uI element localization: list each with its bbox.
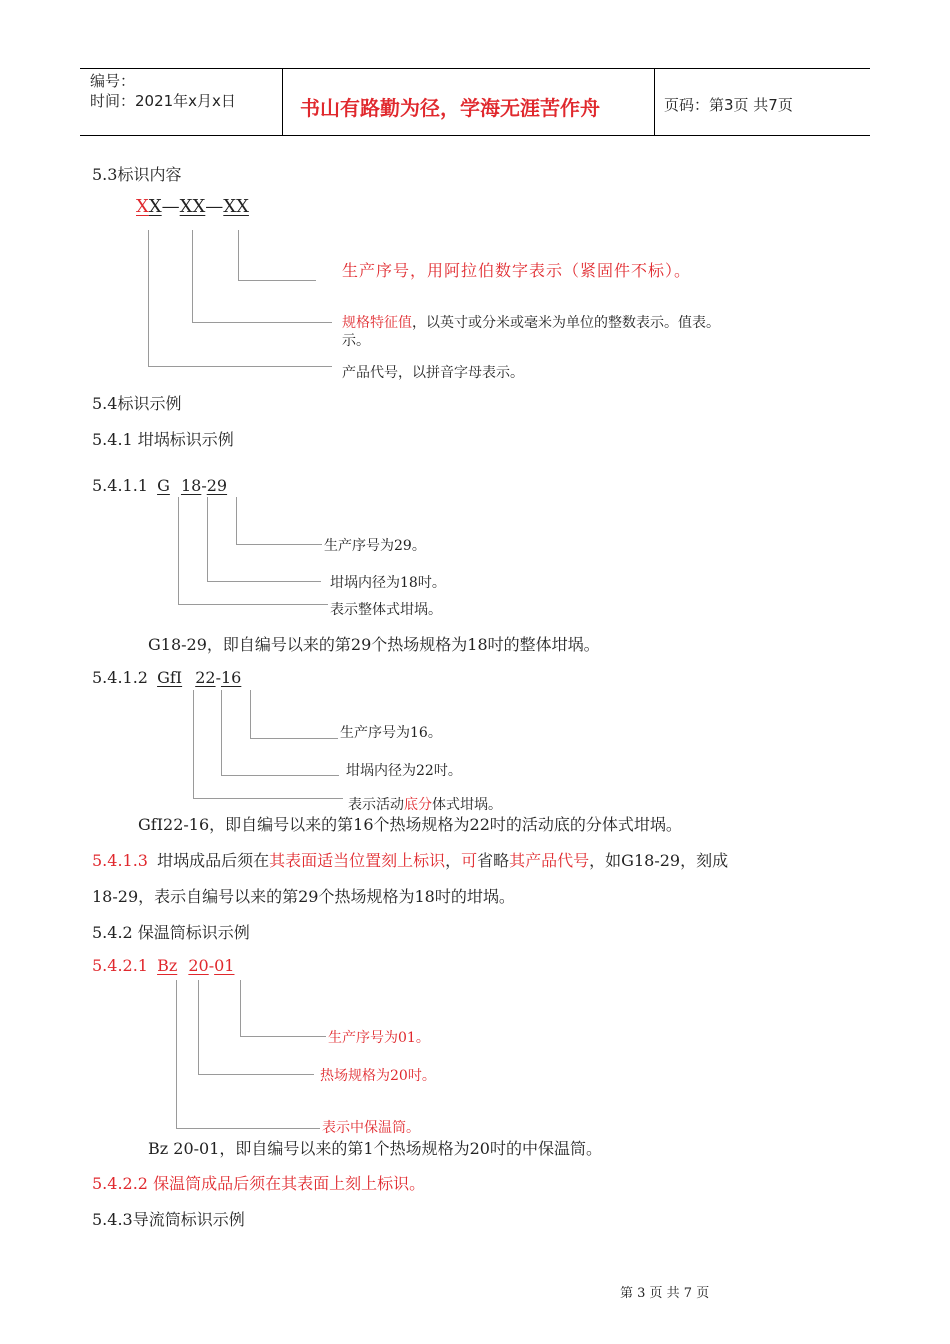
code-spec: 22: [195, 668, 216, 687]
clause-5-4-1-3-line2: 18-29，表示自编号以来的第29个热场规格为18吋的坩埚。: [92, 887, 515, 906]
leader-line: [221, 690, 222, 775]
text-run-highlight: 其产品代号: [509, 851, 590, 870]
leader-line: [192, 322, 332, 323]
example-5-4-2-1-description: Bz 20-01，即自编号以来的第1个热场规格为20吋的中保温筒。: [148, 1139, 602, 1158]
leader-line: [176, 980, 177, 1128]
code-dash: -: [201, 476, 207, 495]
code-part-product: X: [136, 196, 149, 217]
leader-line: [236, 544, 322, 545]
leader-line: [198, 1074, 314, 1075]
text-run: ，: [445, 851, 462, 870]
leader-line: [198, 980, 199, 1074]
section-5-3-title: 5.3标识内容: [92, 165, 182, 184]
leader-line: [207, 581, 321, 582]
label-diameter-18: 坩埚内径为18吋。: [330, 575, 446, 591]
leader-line: [148, 230, 149, 366]
leader-line: [238, 230, 239, 280]
code-dash: —: [205, 196, 224, 217]
code-dash: —: [161, 196, 180, 217]
code-serial: 29: [206, 476, 228, 495]
leader-line: [238, 280, 316, 281]
section-5-4-2-title: 5.4.2 保温筒标识示例: [92, 923, 250, 942]
code-dash: -: [215, 668, 221, 687]
header-number-label: 编号：: [90, 72, 136, 90]
header-page-label: 页码：第3页 共7页: [664, 96, 793, 114]
clause-5-4-2-2: 5.4.2.2 保温筒成品后须在其表面上刻上标识。: [92, 1174, 426, 1193]
leader-line: [236, 497, 237, 544]
code-spec: 20: [188, 956, 209, 975]
leader-line: [207, 497, 208, 581]
label-serial-16: 生产序号为16。: [340, 725, 442, 741]
example-5-4-1-2-code: [92, 668, 241, 687]
item-number: 5.4.2.1: [92, 956, 148, 975]
text-run: 省略: [477, 851, 510, 870]
leader-line: [193, 798, 343, 799]
code-serial: 01: [214, 956, 235, 975]
text-run: 坩埚成品后须在: [157, 851, 270, 870]
leader-line: [250, 690, 251, 738]
leader-line: [178, 497, 179, 604]
example-5-4-2-1-code: [92, 956, 234, 975]
label-split-crucible: [348, 794, 502, 814]
section-5-4-1-title: 5.4.1 坩埚标识示例: [92, 430, 234, 449]
header-time-label: 时间：2021年x月x日: [90, 92, 236, 110]
label-diameter-22: 坩埚内径为22吋。: [346, 763, 462, 779]
leader-line: [178, 604, 328, 605]
item-number: 5.4.1.2: [92, 668, 148, 687]
leader-line: [240, 1036, 326, 1037]
code-part-serial: XX: [223, 196, 249, 217]
code-dash: -: [208, 956, 215, 975]
code-part-product-2: X: [148, 196, 162, 217]
header-motto: 书山有路勤为径，学海无涯苦作舟: [300, 96, 600, 120]
code-spec: 18: [180, 476, 202, 495]
item-number: 5.4.1.3: [92, 851, 148, 870]
label-serial-29: 生产序号为29。: [324, 538, 426, 554]
label-part: 体式坩埚。: [432, 797, 502, 813]
label-spec-line2: 示。: [342, 333, 370, 349]
footer-page-number: 第 3 页 共 7 页: [620, 1286, 710, 1301]
example-5-4-1-1-code: [92, 476, 227, 495]
label-part-highlight: 底分: [404, 797, 432, 813]
code-product: GfⅠ: [157, 668, 183, 687]
code-product: G: [157, 476, 170, 495]
example-5-4-1-2-description: GfⅠ22-16，即自编号以来的第16个热场规格为22吋的活动底的分体式坩埚。: [138, 815, 682, 834]
label-part: 表示活动: [348, 797, 404, 813]
example-5-4-1-1-description: G18-29，即自编号以来的第29个热场规格为18吋的整体坩埚。: [148, 635, 600, 654]
label-spec-highlight: 规格特征值: [342, 315, 412, 331]
label-spec: [342, 312, 720, 332]
section-5-4-3-title: 5.4.3导流筒标识示例: [92, 1210, 245, 1229]
leader-line: [250, 738, 338, 739]
leader-line: [221, 775, 339, 776]
leader-line: [176, 1128, 320, 1129]
code-template: [136, 196, 249, 217]
leader-line: [193, 690, 194, 798]
label-product: 产品代号，以拼音字母表示。: [342, 365, 524, 381]
code-part-spec: XX: [179, 196, 206, 217]
label-serial-01: 生产序号为01。: [328, 1030, 430, 1046]
label-spec-rest: ，以英寸或分米或毫米为单位的整数表示。值表。: [412, 315, 720, 331]
label-mid-insulation: 表示中保温筒。: [322, 1120, 420, 1136]
section-5-4-title: 5.4标识示例: [92, 394, 182, 413]
text-run-highlight: 可: [461, 851, 478, 870]
code-product: Bz: [157, 956, 178, 975]
leader-line: [148, 366, 332, 367]
leader-line: [240, 980, 241, 1036]
text-run-highlight: 其表面适当位置刻上标识: [269, 851, 446, 870]
label-serial: 生产序号，用阿拉伯数字表示（紧固件不标）。: [342, 261, 692, 280]
code-serial: 16: [220, 668, 242, 687]
label-integral-crucible: 表示整体式坩埚。: [330, 602, 442, 618]
text-run: ，如G18-29，刻成: [589, 851, 729, 870]
leader-line: [192, 230, 193, 322]
clause-5-4-1-3: [92, 848, 728, 871]
label-spec-20: 热场规格为20吋。: [320, 1068, 436, 1084]
item-number: 5.4.1.1: [92, 476, 148, 495]
